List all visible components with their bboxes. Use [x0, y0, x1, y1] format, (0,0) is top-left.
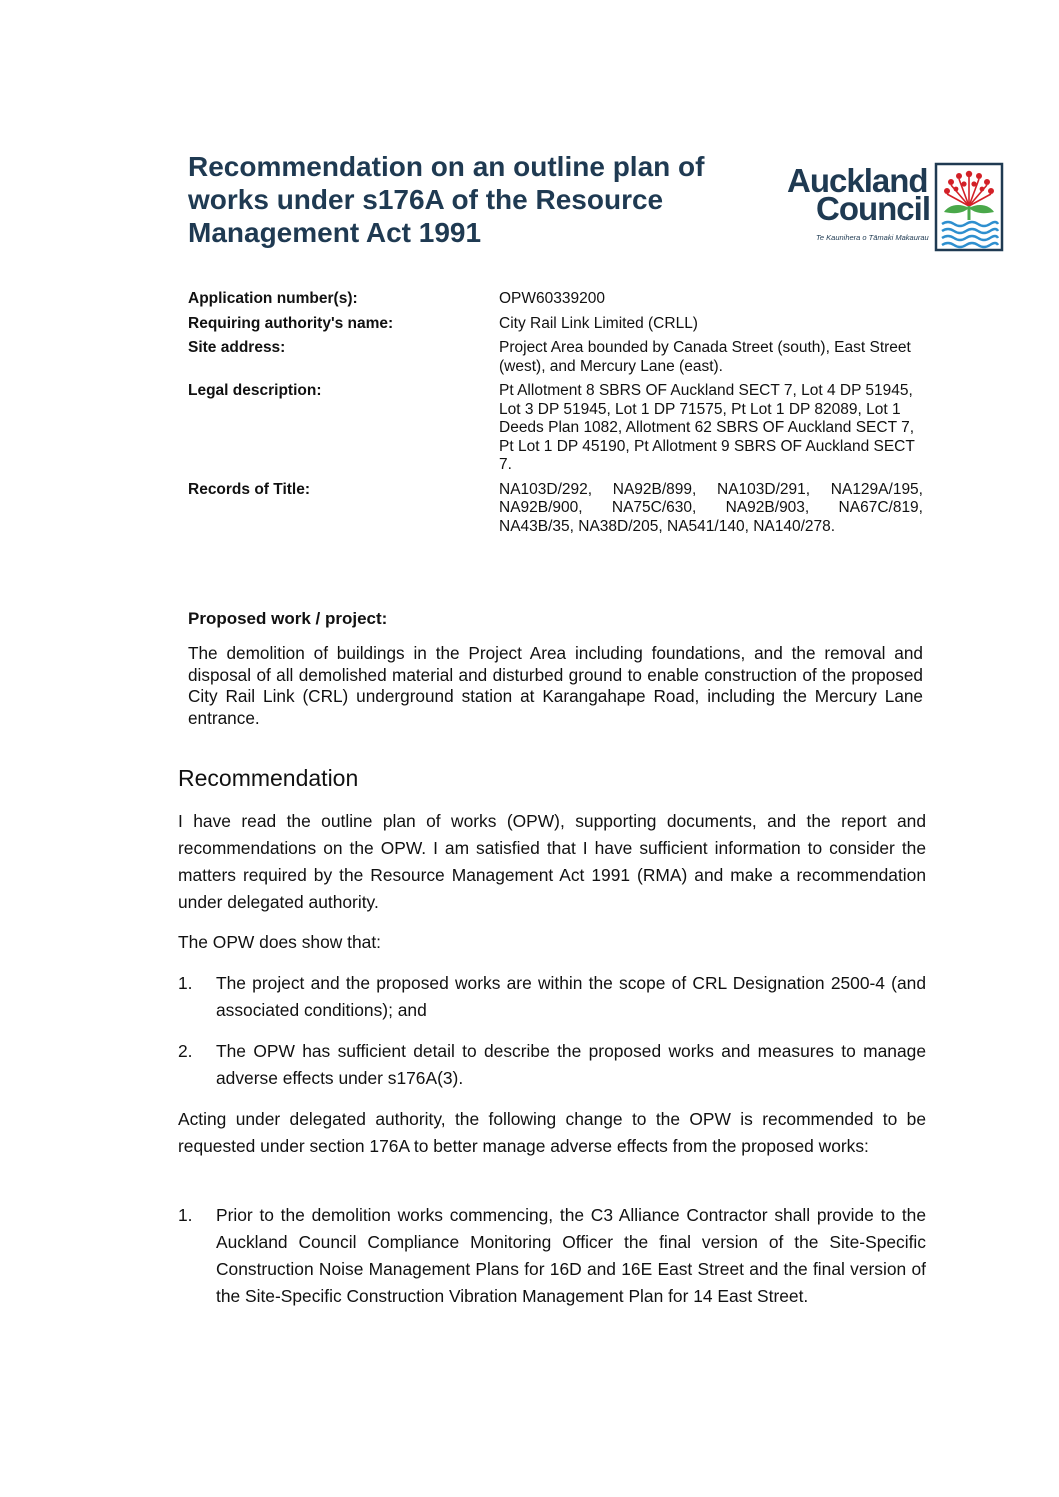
meta-value: Pt Allotment 8 SBRS OF Auckland SECT 7, Lot 4 DP 51945, Lot 3 DP 51945, Lot 1 DP 71575, Pt Lot 1 DP 82089, Lot 1 Deeds Plan 1082, Allotment 62 SBRS OF Auckland SECT 7, Pt Lot 1 DP 45190, Pt Allotment 9 SBRS OF Auckland SECT 7.	[499, 382, 915, 473]
meta-value: OPW60339200	[499, 290, 605, 307]
meta-value: NA103D/292, NA92B/899, NA103D/291, NA129A/195, NA92B/900, NA75C/630, NA92B/903, NA67C/819, NA43B/35, NA38D/205, NA541/140, NA140/278.	[499, 480, 923, 535]
meta-row-records-of-title	[188, 481, 923, 537]
proposed-work-heading: Proposed work / project:	[188, 609, 388, 628]
list-item	[178, 1038, 926, 1092]
meta-label: Legal description:	[188, 382, 322, 399]
meta-value: Project Area bounded by Canada Street (south), East Street (west), and Mercury Lane (east).	[499, 339, 911, 375]
title-line-3: Management Act 1991	[188, 217, 482, 248]
recommendation-heading: Recommendation	[178, 765, 359, 791]
document-title	[188, 150, 748, 249]
recommendation-paragraph-2: The OPW does show that:	[178, 932, 381, 952]
proposed-work-body: The demolition of buildings in the Project Area including foundations, and the removal and disposal of all demolished material and disturbed ground to enable construction of the proposed City Rail Link (CRL) underground station at Karangahape Road, including the Mercury Lane entrance.	[188, 643, 923, 728]
meta-label: Application number(s):	[188, 290, 358, 307]
meta-label: Requiring authority's name:	[188, 314, 394, 332]
recommendation-paragraph-3: Acting under delegated authority, the following change to the OPW is recommended to be requested under section 176A to better manage adverse effects from the proposed works:	[178, 1109, 926, 1156]
recommendation-paragraph-1: I have read the outline plan of works (OPW), supporting documents, and the report and recommendations on the OPW. I am satisfied that I have sufficient information to consider the matters required by the Resource Management Act 1991 (RMA) and make a recommendation under delegated authority.	[178, 811, 926, 912]
meta-row-authority-name	[188, 315, 923, 334]
meta-label: Site address:	[188, 339, 286, 356]
meta-row-legal-description	[188, 382, 923, 475]
title-line-1: Recommendation on an outline plan of	[188, 151, 705, 182]
list-item-number: 1.	[178, 1205, 193, 1225]
list-item	[178, 1202, 926, 1310]
auckland-council-logo	[786, 162, 1008, 254]
pohutukawa-emblem-icon	[934, 162, 1004, 252]
list-item-text: The project and the proposed works are within the scope of CRL Designation 2500-4 (and associated conditions); and	[216, 973, 926, 1020]
list-item-number: 1.	[178, 973, 193, 993]
title-line-2: works under s176A of the Resource	[188, 184, 664, 215]
meta-value: City Rail Link Limited (CRLL)	[499, 314, 698, 332]
list-item-number: 2.	[178, 1041, 193, 1061]
logo-word-council: Council	[816, 190, 930, 227]
meta-row-application-number	[188, 290, 923, 309]
list-item-text: The OPW has sufficient detail to describe the proposed works and measures to manage adverse effects under s176A(3).	[216, 1041, 926, 1088]
application-details	[188, 290, 923, 542]
logo-word-auckland: Auckland	[787, 162, 928, 199]
list-item-text: Prior to the demolition works commencing, the C3 Alliance Contractor shall provide to the Auckland Council Compliance Monitoring Officer the final version of the Site-Specific Construction Noise Management Plans for 16D and 16E East Street and the final version of the Site-Specific Construction Vibration Management Plan for 14 East Street.	[216, 1205, 926, 1306]
meta-label: Records of Title:	[188, 480, 311, 498]
list-item	[178, 970, 926, 1024]
logo-tagline: Te Kaunihera o Tāmaki Makaurau	[816, 233, 929, 242]
meta-row-site-address	[188, 339, 923, 376]
